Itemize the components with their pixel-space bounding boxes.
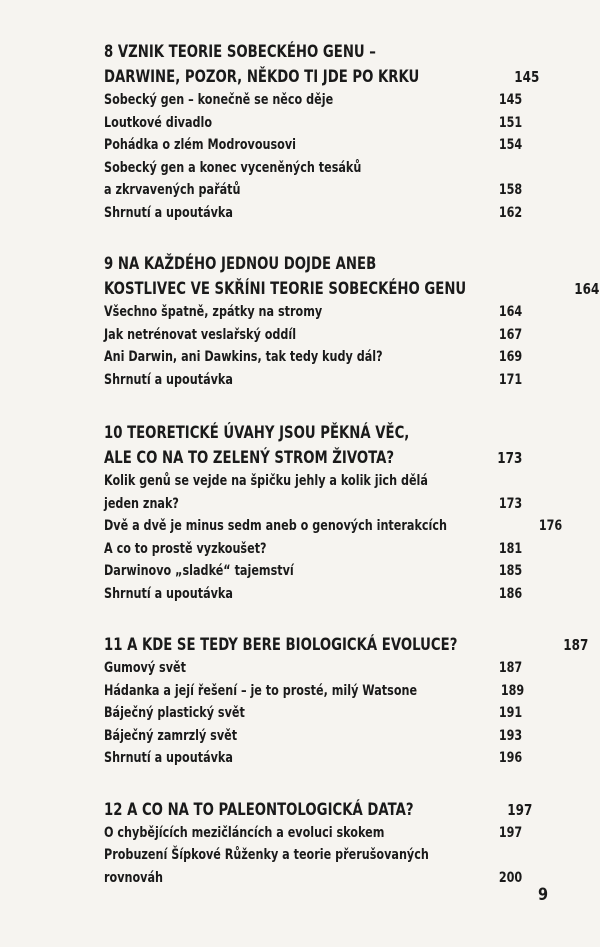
toc-entry-page: 200 [498,869,522,886]
toc-entry [104,327,522,350]
chapter-heading-text: 12 A CO NA TO PALEONTOLOGICKÁ DATA? [104,799,414,820]
toc-entry-title: rovnováh [104,869,164,886]
toc-entry-title: Gumový svět [104,660,186,676]
table-of-contents [104,42,600,914]
toc-entry [104,92,522,115]
chapter-page-number: 187 [563,636,589,654]
toc-entry-title: Darwinovo „sladké“ tajemství [104,563,294,579]
chapter-10 [104,423,562,608]
toc-entry-page: 145 [498,92,522,108]
toc-entry [104,205,522,228]
toc-entry-title: Shrnutí a upoutávka [104,585,233,602]
toc-entry-page: 196 [498,750,522,766]
toc-entry [104,825,522,848]
toc-entry-page: 189 [501,682,525,699]
toc-entry-page: 167 [498,326,522,343]
toc-entry [104,728,522,751]
toc-entry-page: 185 [498,563,522,579]
chapter-11 [104,635,589,773]
toc-entry-page: 169 [498,349,522,365]
chapter-page-number: 145 [514,68,540,86]
toc-entry [104,586,522,609]
toc-entry [104,660,522,683]
chapter-heading-line [104,279,600,304]
chapter-heading-text: 9 NA KAŽDÉHO JEDNOU DOJDE ANEB [104,254,377,274]
toc-entry-page: 173 [498,495,522,512]
toc-entry-title: O chybějících mezičláncích a evoluci skokem [104,824,385,841]
toc-entry-page: 164 [498,304,522,320]
chapter-heading-line [104,635,589,660]
toc-entry-title: Báječný plastický svět [104,705,245,721]
toc-entry-title: Shrnutí a upoutávka [104,204,233,221]
toc-entry [104,372,522,395]
toc-entry-page: 158 [498,182,522,198]
chapter-page-number: 197 [507,800,533,819]
toc-entry [104,182,522,205]
toc-entry-title: a zkrvavených pařátů [104,182,241,198]
toc-entry [104,705,522,728]
toc-entry [104,870,522,893]
toc-entry-page: 191 [498,705,522,721]
toc-entry-page: 151 [498,114,522,131]
toc-entry [104,304,522,327]
toc-entry [104,847,522,870]
chapter-heading-text: 8 VZNIK TEORIE SOBECKÉHO GENU – [104,42,376,62]
toc-entry [104,682,525,706]
chapter-heading-text: ALE CO NA TO ZELENÝ STROM ŽIVOTA? [104,448,395,468]
toc-entry [104,349,522,372]
toc-entry-title: A co to prostě vyzkoušet? [104,540,267,557]
toc-entry-page: 176 [538,518,562,534]
chapter-heading-line [104,448,522,473]
toc-entry [104,160,522,183]
toc-entry [104,541,522,564]
chapter-page-number: 164 [574,280,600,298]
chapter-heading-line [104,254,522,279]
toc-entry-page: 181 [498,540,522,557]
toc-entry [104,563,522,586]
chapter-heading-line [104,799,533,825]
toc-entry-title: Všechno špatně, zpátky na stromy [104,304,323,320]
chapter-page-number: 173 [496,449,522,467]
toc-entry-title: Shrnutí a upoutávka [104,371,233,388]
toc-entry-page: 187 [498,660,522,676]
chapter-heading-text: 10 TEORETICKÉ ÚVAHY JSOU PĚKNÁ VĚC, [104,423,410,443]
chapter-12 [104,799,533,893]
toc-entry-title: Dvě a dvě je minus sedm aneb o genových interakcích [104,518,447,534]
toc-entry [104,137,522,160]
toc-entry-title: Probuzení Šípkové Růženky a teorie přerušovaných [104,847,429,863]
chapter-heading-line [104,423,522,448]
toc-entry-page: 162 [498,204,522,221]
chapter-9 [104,254,600,394]
toc-entry [104,473,522,496]
toc-entry-title: Jak netrénovat veslařský oddíl [104,326,297,343]
chapter-heading-line [104,42,522,67]
toc-entry [104,496,522,519]
toc-entry-title: Shrnutí a upoutávka [104,750,233,766]
chapter-heading-text: KOSTLIVEC VE SKŘÍNI TEORIE SOBECKÉHO GENU [104,279,467,299]
chapter-8 [104,42,540,227]
chapter-heading-text: 11 A KDE SE TEDY BERE BIOLOGICKÁ EVOLUCE? [104,635,458,655]
toc-entry [104,518,562,541]
toc-entry-page: 186 [498,585,522,602]
toc-entry-title: Ani Darwin, ani Dawkins, tak tedy kudy dál? [104,349,383,365]
toc-entry-title: Hádanka a její řešení – je to prosté, milý Watsone [104,682,418,699]
toc-entry-page: 197 [498,824,522,841]
toc-entry-title: jeden znak? [104,495,179,512]
toc-entry [104,750,522,773]
chapter-heading-line [104,67,540,92]
toc-entry-title: Pohádka o zlém Modrovousovi [104,137,297,153]
toc-entry-page: 154 [498,137,522,153]
toc-entry-title: Báječný zamrzlý svět [104,727,238,744]
toc-entry-page: 171 [498,371,522,388]
page-folio-number: 9 [538,885,549,905]
toc-entry-title: Sobecký gen a konec vyceněných tesáků [104,159,362,176]
chapter-heading-text: DARWINE, POZOR, NĚKDO TI JDE PO KRKU [104,67,420,87]
toc-entry-title: Sobecký gen – konečně se něco děje [104,92,334,108]
toc-entry-title: Loutkové divadlo [104,114,213,131]
toc-entry-title: Kolik genů se vejde na špičku jehly a kolik jich dělá [104,473,428,489]
toc-entry-page: 193 [498,727,522,744]
toc-entry [104,115,522,138]
